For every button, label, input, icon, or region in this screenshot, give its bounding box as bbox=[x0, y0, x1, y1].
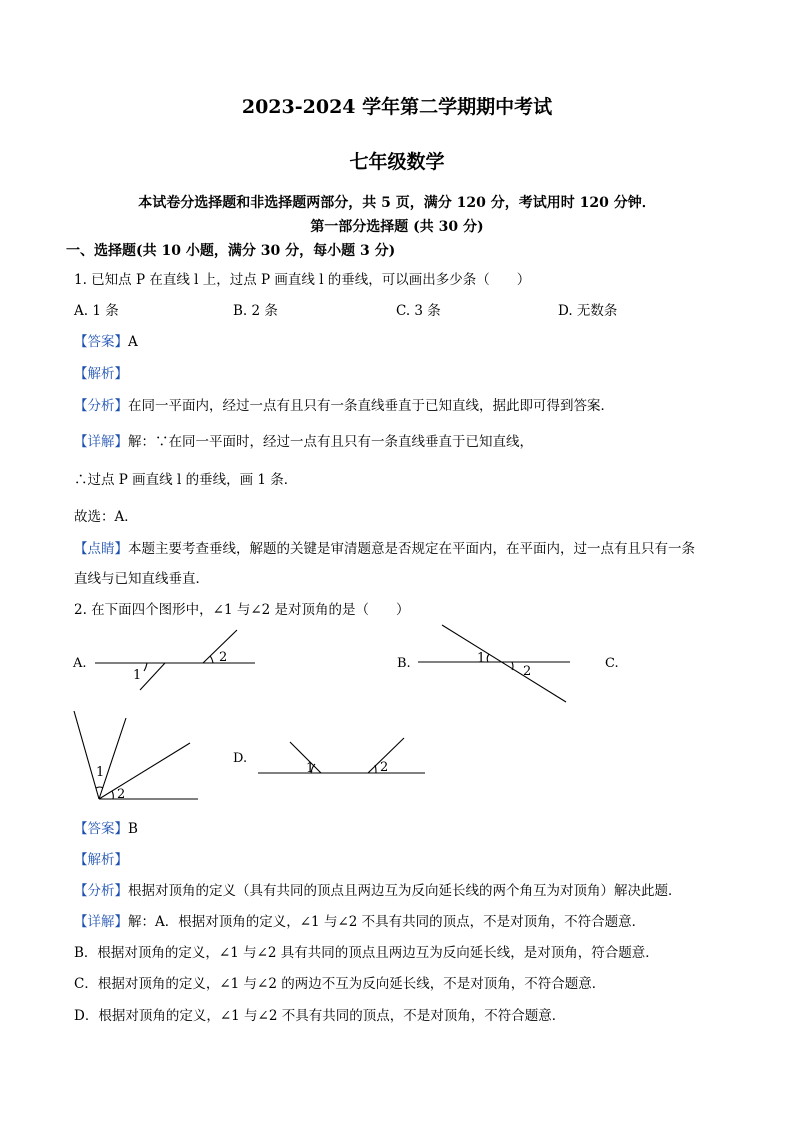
figure-b-angle-1: 1 bbox=[477, 651, 486, 666]
exam-title: 2023-2024 学年第二学期期中考试 bbox=[241, 96, 553, 118]
figure-a-angle-1: 1 bbox=[133, 668, 142, 683]
figure-d-label: D. bbox=[233, 751, 248, 766]
q1-option-d: D. 无数条 bbox=[558, 303, 618, 319]
figure-b-arc-1 bbox=[487, 654, 489, 662]
figure-c-label: C. bbox=[605, 656, 619, 671]
q1-xiangjie: 解：∵在同一平面时，经过一点有且只有一条直线垂直于已知直线， bbox=[128, 434, 533, 450]
figure-c bbox=[74, 711, 198, 799]
xiangjie-tag: 【详解】 bbox=[74, 914, 128, 930]
figure-b-slanted-line bbox=[442, 625, 566, 702]
q2-fenxi-line bbox=[74, 879, 682, 899]
q1-stem: 1. 已知点 P 在直线 l 上，过点 P 画直线 l 的垂线，可以画出多少条（ ） bbox=[74, 272, 531, 288]
figure-c-ray-3 bbox=[99, 743, 190, 799]
figure-d-arc-2 bbox=[375, 765, 376, 773]
q2-answer-line bbox=[74, 817, 138, 837]
exam-subtitle: 七年级数学 bbox=[349, 151, 445, 173]
figure-b bbox=[418, 625, 570, 702]
q1-jiexi-tag: 【解析】 bbox=[74, 366, 128, 382]
q1-fenxi-line bbox=[74, 394, 614, 414]
q2-fenxi: 根据对顶角的定义（具有共同的顶点且两边互为反向延长线的两个角互为对顶角）解决此题． bbox=[128, 883, 682, 899]
part-heading: 第一部分选择题 (共 30 分) bbox=[310, 219, 484, 235]
figure-a-label: A. bbox=[73, 656, 87, 671]
q1-therefore: ∴过点 P 画直线 l 的垂线，画 1 条． bbox=[74, 472, 298, 488]
q2-line-b: B．根据对顶角的定义，∠1 与∠2 具有共同的顶点且两边互为反向延长线，是对顶角，符合题意． bbox=[74, 945, 659, 961]
figure-a-angle-2: 2 bbox=[219, 650, 228, 665]
figure-a bbox=[95, 630, 255, 690]
answer-tag: 【答案】 bbox=[74, 334, 128, 350]
q1-dianjing-2: 直线与已知直线垂直． bbox=[74, 571, 209, 587]
figure-c-angle-1: 1 bbox=[96, 765, 105, 780]
figure-a-left-ray bbox=[140, 663, 165, 690]
q1-dianjing-line bbox=[74, 537, 695, 557]
figure-c-ray-1 bbox=[74, 711, 99, 799]
figure-b-label: B. bbox=[397, 656, 411, 671]
figure-b-arc-2 bbox=[512, 662, 513, 670]
figure-c-angle-2: 2 bbox=[117, 787, 126, 802]
figure-d bbox=[258, 738, 425, 773]
q2-line-c: C．根据对顶角的定义，∠1 与∠2 的两边不互为反向延长线，不是对顶角，不符合题意． bbox=[74, 976, 606, 992]
figure-b-angle-2: 2 bbox=[523, 664, 532, 679]
q1-xiangjie-line bbox=[74, 430, 533, 450]
figure-c-arc-1 bbox=[96, 787, 103, 788]
dianjing-tag: 【点睛】 bbox=[74, 541, 128, 557]
q2-xiangjie-line bbox=[74, 910, 645, 930]
q1-answer-line bbox=[74, 330, 138, 350]
exam-note: 本试卷分选择题和非选择题两部分，共 5 页，满分 120 分，考试用时 120 分钟． bbox=[138, 195, 656, 211]
q1-option-b: B. 2 条 bbox=[233, 303, 278, 319]
q2-stem: 2. 在下面四个图形中，∠1 与∠2 是对顶角的是（ ） bbox=[74, 602, 410, 618]
answer-tag: 【答案】 bbox=[74, 821, 128, 837]
q1-option-a: A. 1 条 bbox=[74, 303, 119, 319]
q1-fenxi: 在同一平面内，经过一点有且只有一条直线垂直于已知直线，据此即可得到答案． bbox=[128, 398, 614, 414]
q2-figures bbox=[0, 615, 794, 815]
q2-xiangjie: 解：A．根据对顶角的定义，∠1 与∠2 不具有共同的顶点，不是对顶角，不符合题意． bbox=[128, 914, 646, 930]
figure-a-arc-2 bbox=[210, 656, 213, 663]
figure-d-angle-1: 1 bbox=[306, 761, 315, 776]
figure-c-arc-2 bbox=[112, 791, 113, 799]
figure-d-angle-2: 2 bbox=[380, 760, 389, 775]
q2-line-d: D．根据对顶角的定义，∠1 与∠2 不具有共同的顶点，不是对顶角，不符合题意． bbox=[74, 1008, 566, 1024]
q2-answer: B bbox=[128, 821, 138, 837]
q1-option-c: C. 3 条 bbox=[396, 303, 441, 319]
fenxi-tag: 【分析】 bbox=[74, 398, 128, 414]
figure-a-arc-1 bbox=[144, 663, 147, 671]
xiangjie-tag: 【详解】 bbox=[74, 434, 128, 450]
q1-answer: A bbox=[128, 334, 138, 350]
q1-choose: 故选：A． bbox=[74, 509, 138, 525]
q2-jiexi-tag: 【解析】 bbox=[74, 852, 128, 868]
section-heading: 一、选择题(共 10 小题，满分 30 分，每小题 3 分) bbox=[66, 243, 396, 259]
fenxi-tag: 【分析】 bbox=[74, 883, 128, 899]
q1-dianjing-1: 本题主要考查垂线，解题的关键是审清题意是否规定在平面内，在平面内，过一点有且只有一条 bbox=[128, 541, 695, 557]
